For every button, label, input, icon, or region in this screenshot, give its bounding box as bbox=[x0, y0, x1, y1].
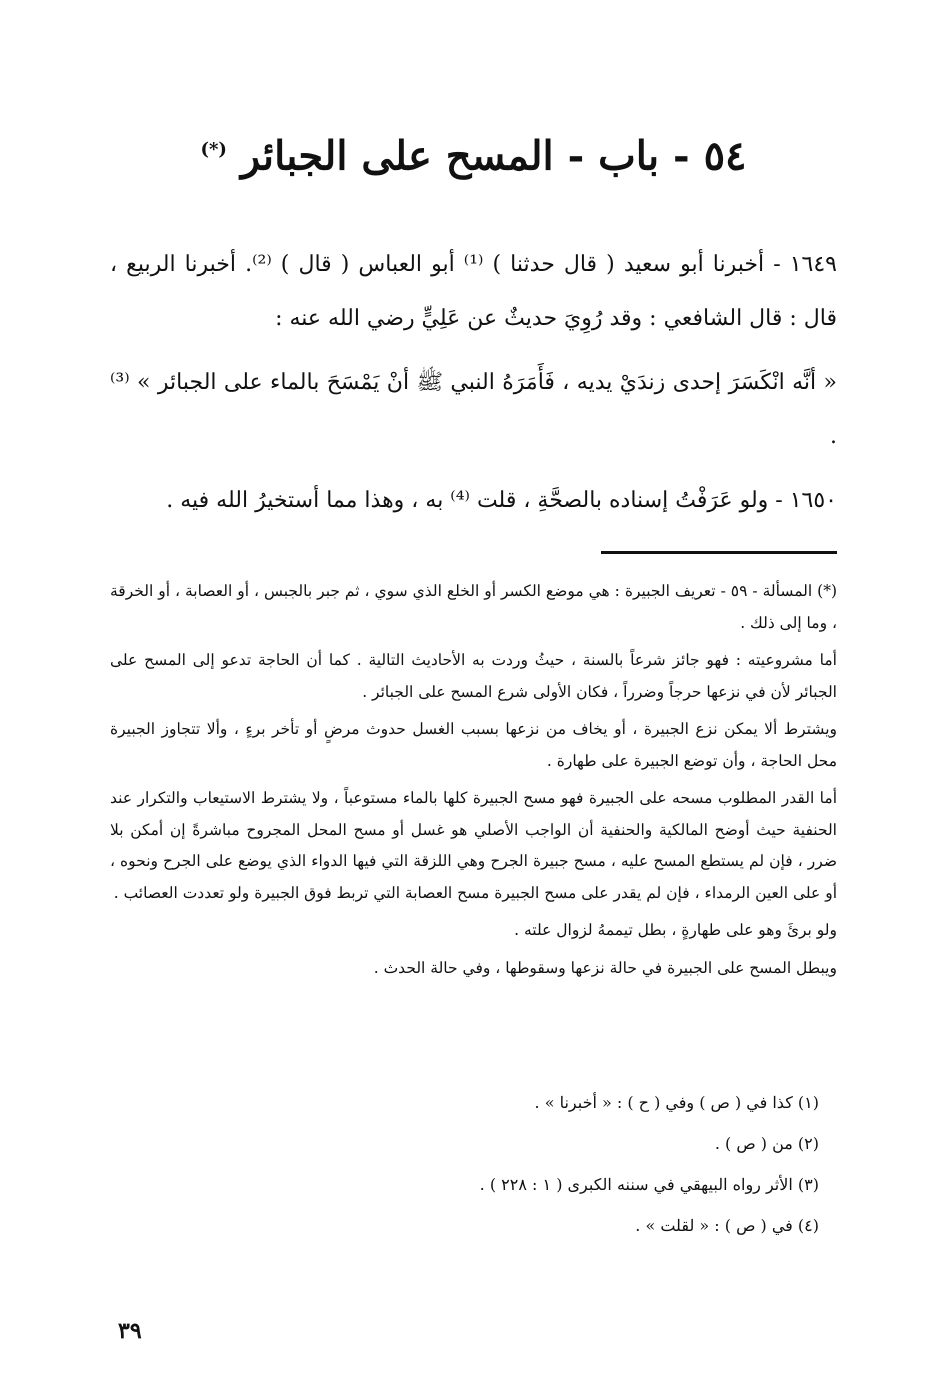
paragraph-1649: ١٦٤٩ - أخبرنا أبو سعيد ( قال حدثنا ) ⁽¹⁾ أبو العباس ( قال ) ⁽²⁾. أخبرنا الربيع ، قال : قال الشافعي : وقد رُوِيَ حديثٌ عن عَلِيٍّ رضي الله عنه : bbox=[110, 252, 837, 331]
paragraph-quote: « أنَّه انْكَسَرَ إحدى زندَيْ يديه ، فَأَمَرَهُ النبي ﷺ أنْ يَمْسَحَ بالماء على الجبائر » ⁽³⁾ . bbox=[110, 370, 837, 449]
chapter-title-mark: (*) bbox=[200, 139, 227, 160]
paragraph-1650: ١٦٥٠ - ولو عَرَفْتُ إسناده بالصحَّةِ ، قلت ⁽⁴⁾ به ، وهذا مما أستخيرُ الله فيه . bbox=[166, 488, 837, 513]
chapter-title bbox=[120, 120, 827, 186]
footnote-3: (٣) الأثر رواه البيهقي في سننه الكبرى ( ١ : ٢٢٨ ) . bbox=[479, 1175, 819, 1194]
page-number: ٣٩ bbox=[118, 1318, 142, 1344]
note-legitimacy: أما مشروعيته : فهو جائز شرعاً بالسنة ، حيثُ وردت به الأحاديث التالية . كما أن الحاجة تدعو إلى المسح على الجبائر لأن في نزعها حرجاً وضرراً ، فكان الأولى شرع المسح على الجبائر . bbox=[110, 651, 837, 701]
note-definition: (*) المسألة - ٥٩ - تعريف الجبيرة : هي موضع الكسر أو الخلع الذي سوي ، ثم جبر بالجبس ، أو العصابة ، أو الخرقة ، وما إلى ذلك . bbox=[110, 582, 837, 632]
note-required-amount: أما القدر المطلوب مسحه على الجبيرة فهو مسح الجبيرة كلها بالماء مستوعباً ، ولا يشترط الاستيعاب والتكرار عند الحنفية حيث أوضح المالكية والحنفية أن الواجب الأصلي هو غسل أو مسح المحل المجروح مباشرةً إن أمكن بلا ضرر ، فإن لم يستطع المسح عليه ، مسح جبيرة الجرح وهي اللزقة التي فيها الدواء الذي يوضع على الجرح ونحوه ، أو على العين الرمداء ، فإن لم يقدر على مسح الجبيرة مسح العصابة التي تربط فوق الجبيرة ولو تعددت العصائب . bbox=[110, 789, 837, 902]
footnote-2: (٢) من ( ص ) . bbox=[714, 1134, 819, 1153]
footnote-divider bbox=[601, 551, 837, 554]
commentary-notes bbox=[110, 576, 837, 990]
note-healing: ولو برئَ وهو على طهارةٍ ، بطل تيممهُ لزوال علته . bbox=[514, 921, 837, 939]
note-invalidation: ويبطل المسح على الجبيرة في حالة نزعها وسقوطها ، وفي حالة الحدث . bbox=[373, 958, 837, 977]
note-conditions: ويشترط ألا يمكن نزع الجبيرة ، أو يخاف من نزعها بسبب الغسل حدوث مرضٍ أو تأخر برءٍ ، وألا تتجاوز الجبيرة محل الحاجة ، وأن توضع الجبيرة على طهارة . bbox=[110, 720, 837, 770]
main-text bbox=[110, 238, 837, 538]
footnotes bbox=[110, 1082, 819, 1246]
footnote-1: (١) كذا في ( ص ) وفي ( ح ) : « أخبرنا » . bbox=[534, 1093, 819, 1112]
footnote-4: (٤) في ( ص ) : « لقلت » . bbox=[635, 1216, 819, 1235]
chapter-title-text: ٥٤ - باب - المسح على الجبائر bbox=[240, 132, 747, 180]
